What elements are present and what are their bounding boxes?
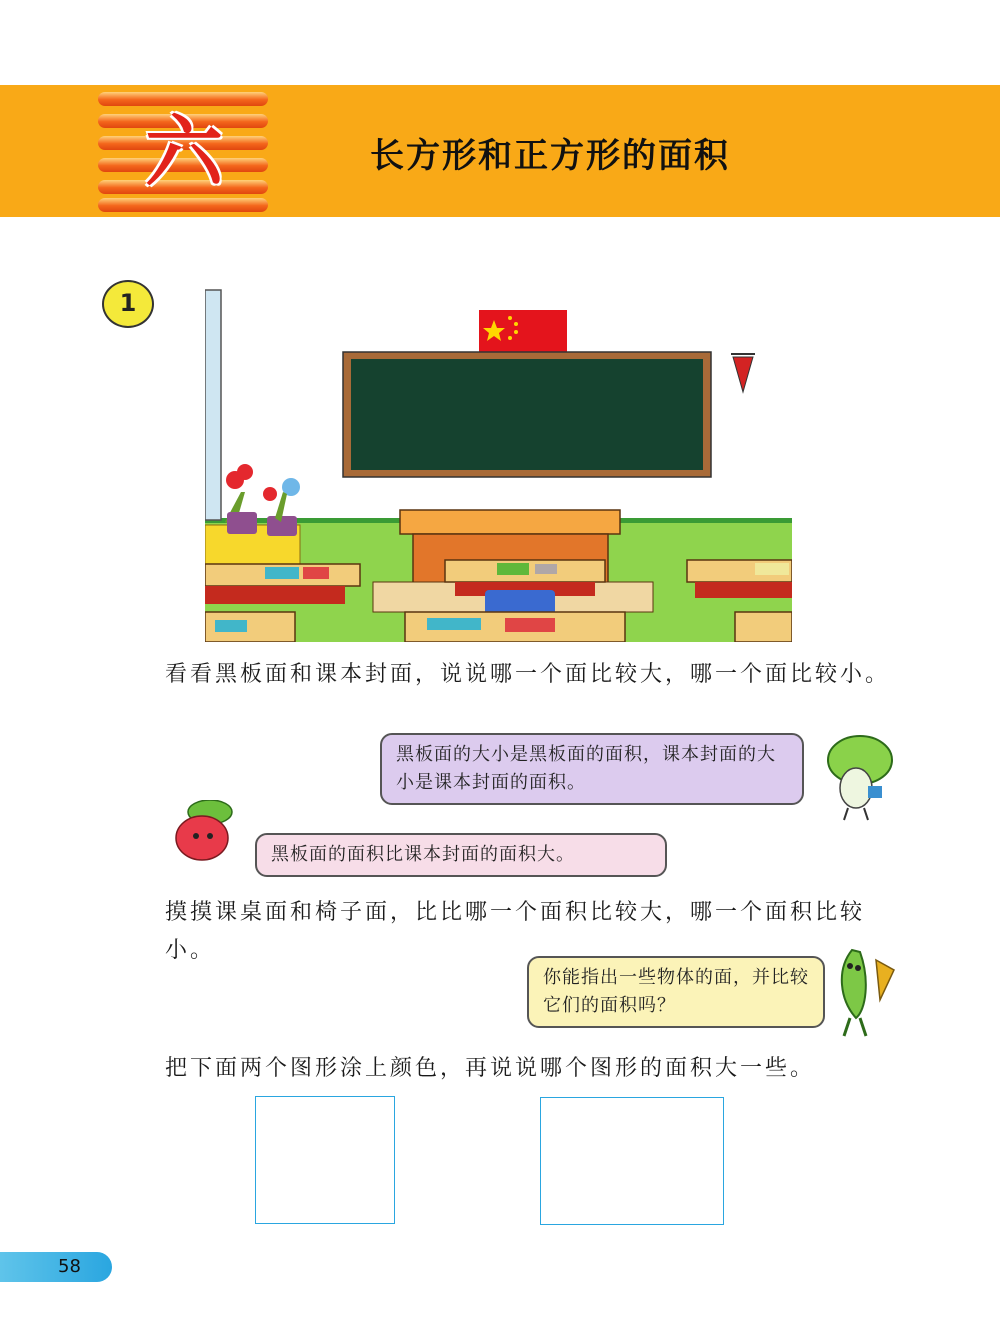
question-paragraph-1: 看看黑板面和课本封面，说说哪一个面比较大，哪一个面比较小。 [165,662,891,687]
page-number-tab [0,1252,112,1282]
unit-number: 六 [144,107,223,198]
radish-character-icon [166,800,238,862]
shape-square-to-color[interactable] [255,1096,395,1224]
cabbage-character-icon [820,730,898,822]
shape-rectangle-to-color[interactable] [540,1097,724,1225]
example-number-badge: 1 [102,280,154,328]
speech-bubble-comparison: 黑板面的面积比课本封面的面积大。 [255,833,667,877]
pea-pod-character-icon [826,940,896,1040]
chapter-title: 长方形和正方形的面积 [370,136,730,176]
speech-bubble-definition: 黑板面的大小是黑板面的面积，课本封面的大小是课本封面的面积。 [380,733,804,805]
textbook-cover [265,567,299,579]
question-paragraph-2: 摸摸课桌面和椅子面，比比哪一个面积比较大，哪一个面积比较小。 [165,900,866,963]
classroom-illustration [205,282,792,642]
speech-bubble-prompt: 你能指出一些物体的面，并比较它们的面积吗？ [527,956,825,1028]
page-number: 58 [58,1256,81,1277]
question-paragraph-3: 把下面两个图形涂上颜色，再说说哪个图形的面积大一些。 [165,1056,816,1081]
